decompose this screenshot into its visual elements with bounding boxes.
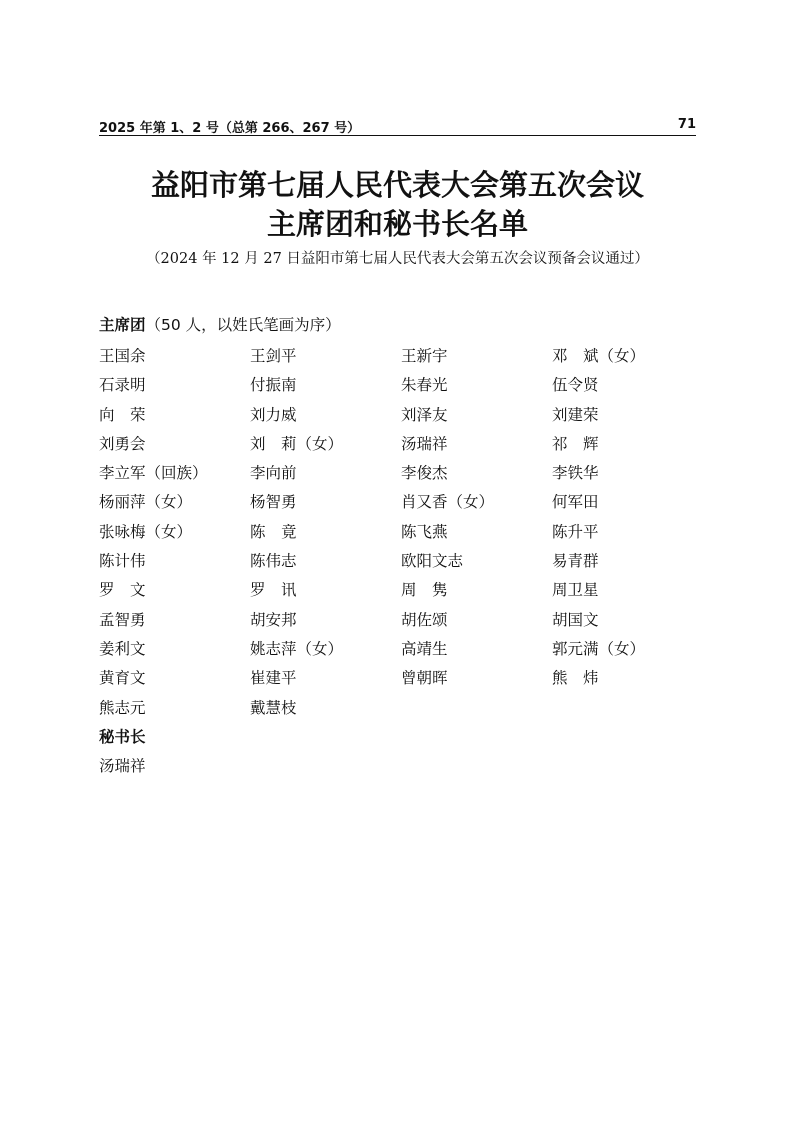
presidium-member: 欧阳文志 — [401, 552, 464, 571]
presidium-member: 熊 炜 — [552, 669, 599, 688]
presidium-member: 刘勇会 — [99, 434, 146, 453]
secretary-general-heading: 秘书长 — [99, 728, 146, 746]
presidium-member: 罗 讯 — [250, 581, 297, 600]
presidium-heading-label: 主席团 — [99, 316, 146, 334]
presidium-member: 胡国文 — [552, 610, 599, 629]
secretary-general-name: 汤瑞祥 — [99, 757, 146, 775]
presidium-member: 周卫星 — [552, 581, 599, 600]
presidium-member: 刘力威 — [250, 405, 297, 424]
running-header — [99, 116, 696, 136]
presidium-member: 付振南 — [250, 376, 297, 395]
presidium-member: 刘 莉（女） — [250, 434, 344, 453]
presidium-member: 熊志元 — [99, 698, 146, 717]
presidium-member: 陈升平 — [552, 522, 599, 541]
presidium-member: 王国余 — [99, 347, 146, 365]
page-number: 71 — [677, 117, 696, 132]
presidium-member: 戴慧枝 — [250, 698, 297, 717]
presidium-member: 易青群 — [552, 552, 599, 571]
presidium-member: 杨丽萍（女） — [99, 493, 193, 512]
presidium-member: 李立军（回族） — [99, 464, 208, 483]
issue-number: 2025 年第 1、2 号（总第 266、267 号） — [99, 121, 361, 136]
header-divider — [99, 135, 696, 136]
presidium-member: 杨智勇 — [250, 493, 297, 512]
presidium-member: 黄育文 — [99, 669, 146, 688]
presidium-member: 汤瑞祥 — [401, 434, 448, 453]
presidium-heading — [99, 314, 341, 336]
presidium-member: 孟智勇 — [99, 610, 146, 629]
presidium-member: 罗 文 — [99, 581, 146, 600]
presidium-member: 高靖生 — [401, 639, 448, 658]
presidium-member: 张咏梅（女） — [99, 522, 193, 541]
presidium-member: 陈伟志 — [250, 552, 297, 571]
presidium-member: 邓 斌（女） — [552, 347, 646, 365]
presidium-member: 姜利文 — [99, 639, 146, 658]
presidium-member: 崔建平 — [250, 669, 297, 688]
presidium-member: 石录明 — [99, 376, 146, 395]
presidium-member: 李铁华 — [552, 464, 599, 483]
presidium-member: 王新宇 — [401, 347, 448, 365]
presidium-member: 肖又香（女） — [401, 493, 495, 512]
presidium-member: 向 荣 — [99, 405, 146, 424]
document-subtitle: （2024 年 12 月 27 日益阳市第七届人民代表大会第五次会议预备会议通过） — [146, 251, 649, 267]
presidium-member: 曾朝晖 — [401, 669, 448, 688]
presidium-member: 刘建荣 — [552, 405, 599, 424]
presidium-member: 伍令贤 — [552, 376, 599, 395]
presidium-heading-note: （50 人，以姓氏笔画为序） — [145, 316, 341, 334]
presidium-member: 李俊杰 — [401, 464, 448, 483]
presidium-member: 胡安邦 — [250, 610, 297, 629]
presidium-member: 周 隽 — [401, 581, 448, 600]
presidium-member: 刘泽友 — [401, 405, 448, 424]
presidium-member: 王剑平 — [250, 347, 297, 365]
presidium-member: 姚志萍（女） — [250, 639, 344, 658]
document-title-line-1: 益阳市第七届人民代表大会第五次会议 — [150, 168, 644, 202]
presidium-member: 陈 竟 — [250, 522, 297, 541]
presidium-member: 朱春光 — [401, 376, 448, 395]
presidium-member-list — [99, 342, 696, 723]
presidium-member: 陈飞燕 — [401, 522, 448, 541]
presidium-member: 郭元满（女） — [552, 639, 646, 658]
presidium-member: 何军田 — [552, 493, 599, 512]
presidium-member: 李向前 — [250, 464, 297, 483]
presidium-member: 胡佐颂 — [401, 610, 448, 629]
document-title-line-2: 主席团和秘书长名单 — [266, 207, 528, 241]
presidium-member: 陈计伟 — [99, 552, 146, 571]
presidium-member: 祁 辉 — [552, 434, 599, 453]
